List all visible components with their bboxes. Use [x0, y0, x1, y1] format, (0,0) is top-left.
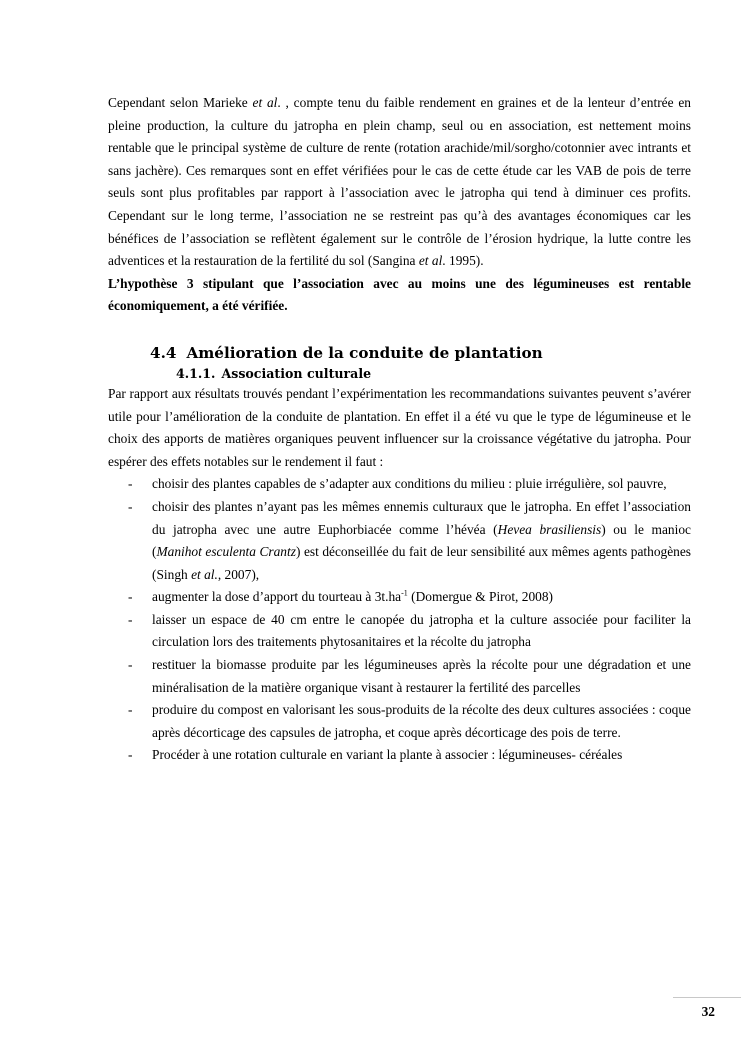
italic-species-name: Manihot esculenta Crantz	[156, 544, 296, 560]
bullet-dash: -	[128, 747, 133, 763]
text-run: . 1995).	[442, 253, 484, 269]
italic-species-name: Hevea brasiliensis	[497, 521, 602, 537]
superscript: -1	[401, 588, 408, 598]
list-item-text: laisser un espace de 40 cm entre le canopée du jatropha et la culture associée pour faciliter la circulation lors des traitements phytosanitaires et la récolte du jatropha	[152, 611, 691, 650]
bullet-dash: -	[128, 611, 133, 627]
bullet-dash: -	[128, 589, 133, 605]
italic-et-al: et al.	[191, 566, 218, 582]
list-item-text: produire du compost en valorisant les sous-produits de la récolte des deux cultures associées : coque après décorticage des capsules de jatropha, et coque après décorticage des pois de terre.	[152, 702, 691, 740]
text-run: . , compte tenu du faible rendement en graines et de la lenteur d’entrée en pleine production, la culture du jatropha en plein champ, seul ou en association, est nettement moins rentable que le principal système de culture de rente (rotation arachide/mil/sorgho/cotonnier avec intrants et sans jachère). Ces remarques sont en effet vérifiées pour le cas de cette étude car les VAB de pois de terre seuls sont plus profitables par rapport à l’association avec le jatropha qui tend à diminuer ces profits. Cependant sur le long terme, l’association ne se restreint pas qu’à des avantages économiques car les bénéfices de l’association se reflètent également sur le contrôle de l’érosion hydrique, la lutte contre les adventices et la restauration de la fertilité du sol (Sangina	[108, 95, 691, 269]
subsection-number: 4.1.1.	[176, 365, 216, 381]
text-run: choisir des plantes n’ayant pas les mêmes ennemis culturaux que le jatropha. En effet l’association du jatropha avec une autre Euphorbiacée comme l’hévéa (	[152, 498, 691, 537]
italic-et-al: et al	[252, 95, 278, 110]
text-run: (Domergue & Pirot, 2008)	[407, 589, 553, 605]
list-item-text: restituer la biomasse produite par les légumineuses après la récolte pour une dégradation et une minéralisation de la matière organique visant à restaurer la fertilité des parcelles	[152, 657, 691, 695]
text-run: ) est déconseillée du fait de leur sensibilité aux mêmes agents pathogènes (Singh	[152, 544, 691, 582]
list-item	[108, 609, 691, 654]
list-item	[108, 473, 691, 496]
list-item	[108, 586, 691, 609]
text-run: Cependant selon Marieke	[108, 95, 253, 110]
text-run: ) ou le manioc (	[152, 521, 691, 560]
bullet-dash: -	[128, 498, 133, 514]
bullet-dash: -	[128, 657, 133, 673]
footer-divider	[673, 997, 741, 998]
italic-et-al: et al	[418, 253, 443, 269]
subsection-title: Association culturale	[221, 365, 372, 381]
bullet-dash: -	[128, 476, 133, 492]
recommendation-list	[108, 473, 691, 767]
hypothesis-statement: L’hypothèse 3 stipulant que l’association avec au moins une des légumineuses est rentable économiquement, a été vérifiée.	[108, 275, 691, 314]
text-run: , 2007),	[217, 566, 260, 582]
list-item	[108, 744, 691, 767]
section-title: Amélioration de la conduite de plantation	[186, 343, 543, 362]
list-item-text: Procéder à une rotation culturale en variant la plante à associer : légumineuses- céréales	[152, 747, 623, 763]
intro-paragraph: Par rapport aux résultats trouvés pendant l’expérimentation les recommandations suivantes peuvent s’avérer utile pour l’amélioration de la conduite de plantation. En effet il a été vu que le type de légumineuse et le choix des apports de matières organiques peuvent influencer sur la croissance végétative du jatropha. Pour espérer des effets notables sur le rendement il faut :	[108, 385, 691, 469]
subsection-heading	[176, 364, 691, 383]
page-content	[108, 92, 691, 767]
list-item	[108, 699, 691, 744]
page-number: 32	[701, 1004, 715, 1019]
list-item	[108, 654, 691, 699]
bullet-dash: -	[128, 702, 133, 718]
section-heading	[150, 342, 691, 364]
text-run: augmenter la dose d’apport du tourteau à 3t.ha	[152, 589, 402, 605]
list-item-text: choisir des plantes capables de s’adapter aux conditions du milieu : pluie irrégulière, sol pauvre,	[152, 476, 667, 492]
list-item	[108, 496, 691, 586]
paragraph-marieke	[108, 92, 691, 273]
section-number: 4.4	[150, 343, 177, 362]
